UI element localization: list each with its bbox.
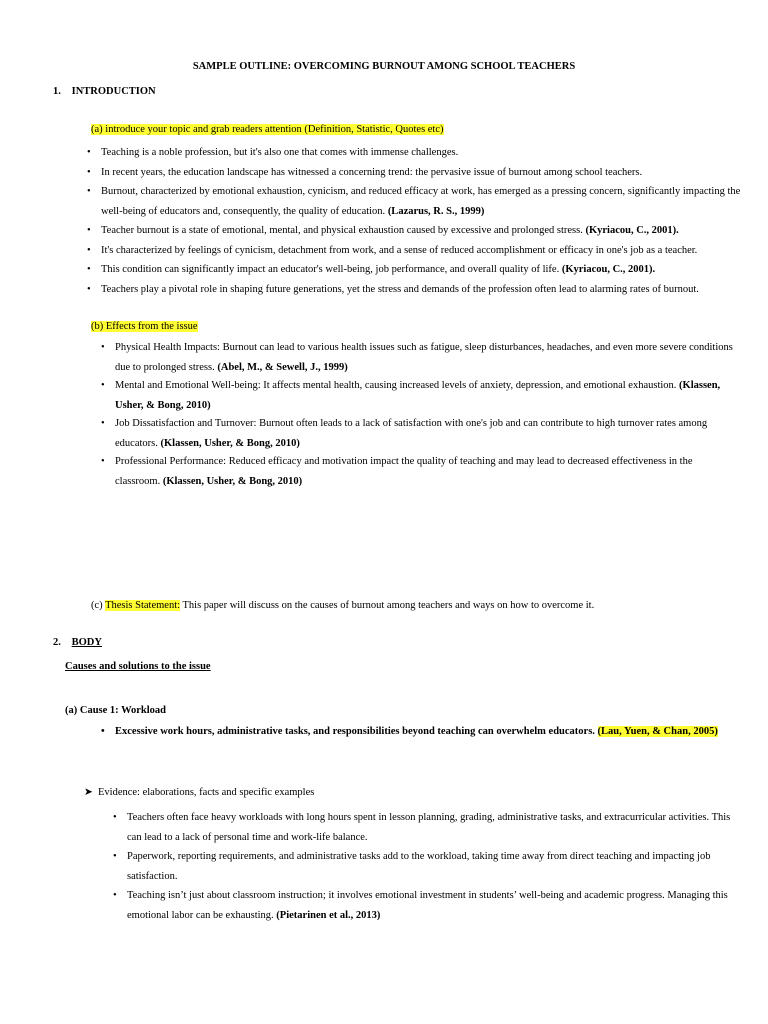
section-heading-body: [53, 637, 102, 648]
section-number: 2.: [53, 637, 61, 648]
list-item: • Teaching isn’t just about classroom instruction; it involves emotional investment in students’ well-being and academic progress. Managing this emotional labor can be exhausting. (Pietarinen et al., 2013): [127, 886, 742, 925]
highlighted-citation: (Lau, Yuen, & Chan, 2005): [597, 726, 718, 737]
highlighted-text: (a) introduce your topic and grab readers attention (Definition, Statistic, Quotes etc): [91, 124, 444, 135]
subsection-c-thesis: (c) Thesis Statement: This paper will discuss on the causes of burnout among teachers and ways on how to overcome it.: [91, 600, 595, 611]
thesis-text: This paper will discuss on the causes of burnout among teachers and ways on how to overcome it.: [180, 600, 595, 611]
evidence-label: ➤ Evidence: elaborations, facts and specific examples: [84, 787, 315, 798]
list-item: • Teacher burnout is a state of emotional, mental, and physical exhaustion caused by excessive and prolonged stress. (Kyriacou, C., 2001).: [101, 221, 741, 241]
list-item: • Teachers often face heavy workloads with long hours spent in lesson planning, grading, administrative tasks, and extracurricular activities. This can lead to a lack of personal time and work-life balance.: [127, 808, 742, 847]
section-heading-introduction: [53, 86, 156, 97]
evidence-bullet-list: [127, 808, 742, 925]
cause-1-list: [115, 722, 735, 742]
document-title: SAMPLE OUTLINE: OVERCOMING BURNOUT AMONG SCHOOL TEACHERS: [192, 61, 576, 72]
effects-bullet-list: [115, 338, 740, 491]
list-item: • Job Dissatisfaction and Turnover: Burnout often leads to a lack of satisfaction with one's job and can contribute to high turnover rates among educators. (Klassen, Usher, & Bong, 2010): [115, 414, 740, 453]
intro-bullet-list: [101, 143, 741, 299]
list-item: • Mental and Emotional Well-being: It affects mental health, causing increased levels of anxiety, depression, and emotional exhaustion. (Klassen, Usher, & Bong, 2010): [115, 376, 740, 415]
subsection-b-label: [91, 321, 198, 332]
list-item: • Paperwork, reporting requirements, and administrative tasks add to the workload, taking time away from direct teaching and impacting job satisfaction.: [127, 847, 742, 886]
subsection-a-label: [91, 124, 444, 135]
section-title: BODY: [71, 637, 102, 648]
cause-1-title: (a) Cause 1: Workload: [65, 705, 167, 716]
thesis-label: Thesis Statement:: [105, 600, 181, 611]
arrowhead-bullet-icon: ➤: [84, 787, 93, 798]
list-item: • It's characterized by feelings of cynicism, detachment from work, and a sense of reduced accomplishment or efficacy in one's job as a teacher.: [101, 241, 741, 261]
list-item: • Teaching is a noble profession, but it's also one that comes with immense challenges.: [101, 143, 741, 163]
list-item: • This condition can significantly impact an educator's well-being, job performance, and overall quality of life. (Kyriacou, C., 2001).: [101, 260, 741, 280]
list-item: • In recent years, the education landscape has witnessed a concerning trend: the pervasive issue of burnout among school teachers.: [101, 163, 741, 183]
section-number: 1.: [53, 86, 61, 97]
section-title: INTRODUCTION: [71, 86, 156, 97]
list-item: • Teachers play a pivotal role in shaping future generations, yet the stress and demands of the profession often lead to alarming rates of burnout.: [101, 280, 741, 300]
list-item: • Professional Performance: Reduced efficacy and motivation impact the quality of teaching and may lead to decreased effectiveness in the classroom. (Klassen, Usher, & Bong, 2010): [115, 452, 740, 491]
body-subheading: Causes and solutions to the issue: [65, 661, 211, 672]
list-item: • Burnout, characterized by emotional exhaustion, cynicism, and reduced efficacy at work, has emerged as a pressing concern, significantly impacting the well-being of educators and, consequently, the quality of education. (Lazarus, R. S., 1999): [101, 182, 741, 221]
highlighted-text: (b) Effects from the issue: [91, 321, 198, 332]
list-item: • Physical Health Impacts: Burnout can lead to various health issues such as fatigue, sleep disturbances, headaches, and even more severe conditions due to prolonged stress. (Abel, M., & Sewell, J., 1999): [115, 338, 740, 377]
list-item: • Excessive work hours, administrative tasks, and responsibilities beyond teaching can overwhelm educators. (Lau, Yuen, & Chan, 2005): [115, 722, 735, 742]
